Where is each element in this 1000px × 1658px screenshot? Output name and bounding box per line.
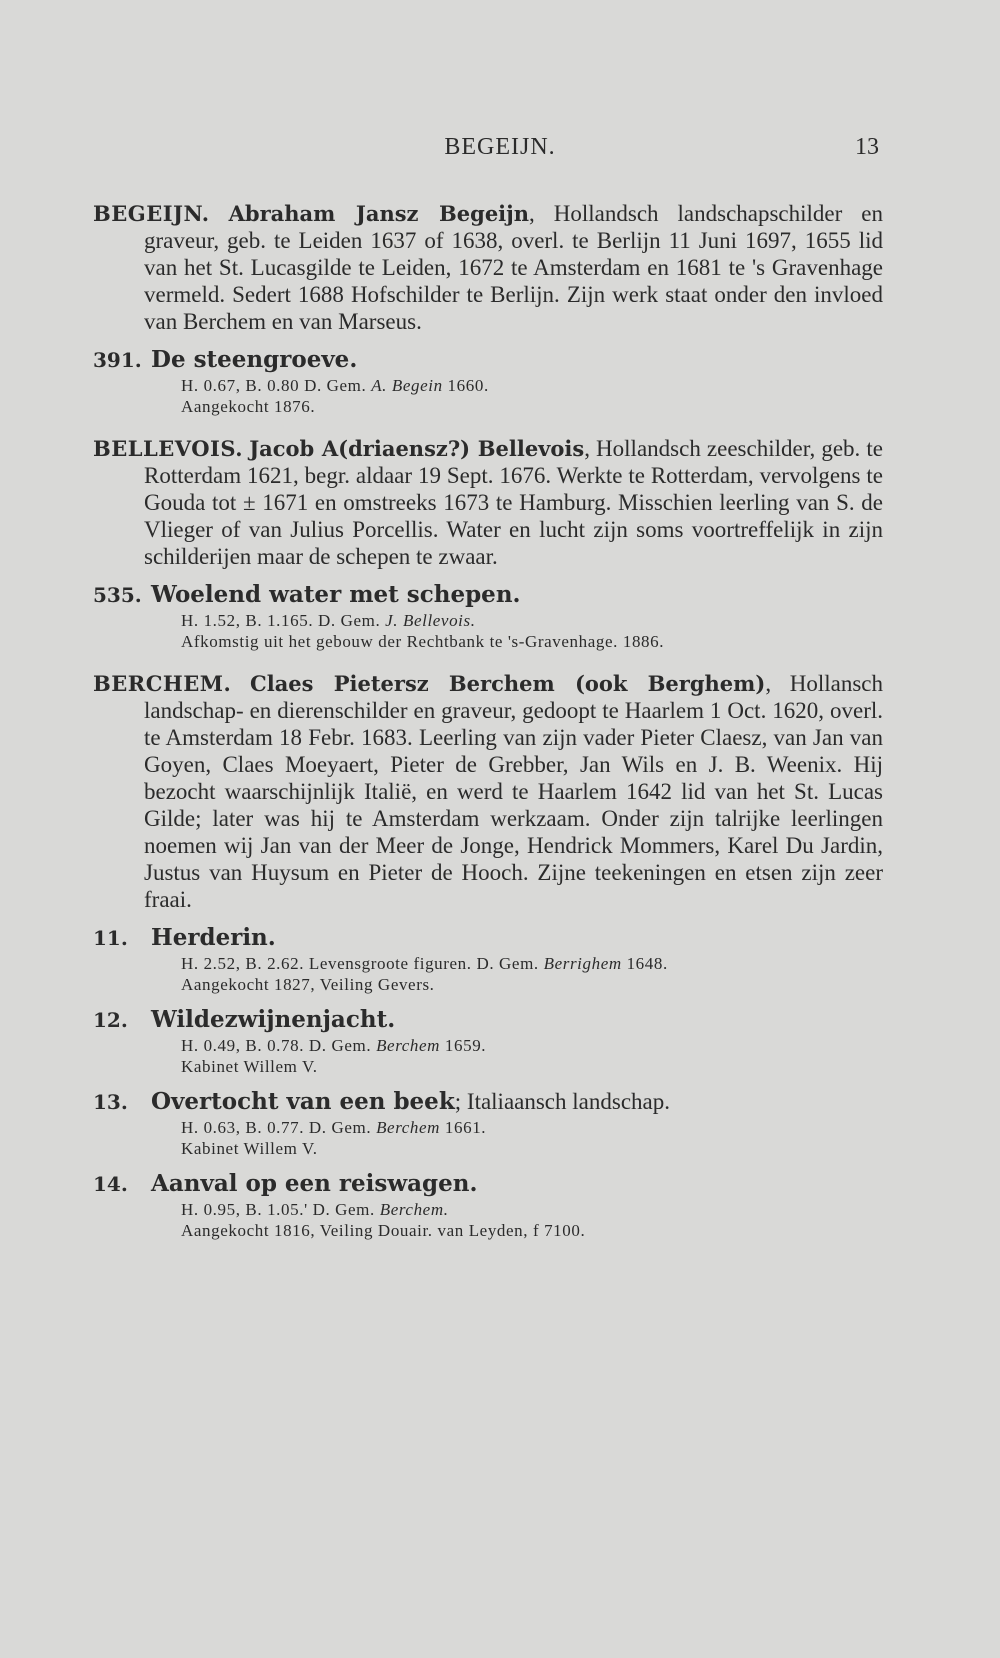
signature-year: 1660. bbox=[447, 376, 489, 395]
signature: Berchem. bbox=[379, 1200, 449, 1219]
work-number: 535. bbox=[93, 583, 142, 607]
artist-entry bbox=[93, 200, 883, 417]
work-number: 12. bbox=[93, 1008, 128, 1032]
work-provenance: Aangekocht 1827, Veiling Gevers. bbox=[181, 975, 435, 994]
artist-bio bbox=[93, 670, 883, 913]
work-item bbox=[93, 1005, 883, 1077]
dimensions-text: H. 0.49, B. 0.78. D. Gem. bbox=[181, 1036, 372, 1055]
signature: Berchem bbox=[376, 1118, 441, 1137]
bio-text: , Hollandsch zeeschilder, geb. te Rotterdam 1621, begr. aldaar 19 Sept. 1676. Werkte te Rotterdam, vervolgens te Gouda tot ± 1671 en omstreeks 1673 te Hamburg. Misschien leerling van S. de Vlieger of van Julius Porcellis. Water en lucht zijn soms voortreffelijk in zijn schilderijen maar de schepen te zwaar. bbox=[144, 436, 883, 569]
work-number: 11. bbox=[93, 926, 128, 950]
work-dimensions bbox=[93, 610, 883, 631]
work-title: Aanval op een reiswagen. bbox=[151, 1170, 478, 1197]
artist-entry bbox=[93, 670, 883, 1241]
work-provenance: Kabinet Willem V. bbox=[181, 1139, 318, 1158]
work-item bbox=[93, 345, 883, 417]
dimensions-text: H. 1.52, B. 1.165. D. Gem. bbox=[181, 611, 381, 630]
artist-full-name: Claes Pietersz Berchem (ook Berghem) bbox=[250, 671, 766, 696]
signature-year: 1659. bbox=[444, 1036, 487, 1055]
artist-name: BERCHEM. bbox=[93, 671, 232, 696]
signature-year: 1661. bbox=[444, 1118, 487, 1137]
work-number: 13. bbox=[93, 1090, 128, 1114]
artist-name: BELLEVOIS. bbox=[93, 436, 244, 461]
work-number: 391. bbox=[93, 348, 142, 372]
work-item bbox=[93, 923, 883, 995]
work-dimensions bbox=[93, 953, 883, 974]
signature: J. Bellevois. bbox=[385, 611, 476, 630]
signature: Berrighem bbox=[543, 954, 622, 973]
work-item bbox=[93, 580, 883, 652]
signature: Berchem bbox=[376, 1036, 441, 1055]
work-title: Woelend water met schepen. bbox=[151, 581, 521, 608]
work-title: Wildezwijnenjacht. bbox=[151, 1006, 396, 1033]
dimensions-text: H. 0.95, B. 1.05.' D. Gem. bbox=[181, 1200, 375, 1219]
artist-bio bbox=[93, 435, 883, 570]
bio-text: , Hollansch landschap- en dierenschilder en graveur, gedoopt te Haarlem 1 Oct. 1620, overl. te Amsterdam 18 Febr. 1683. Leerling van zijn vader Pieter Claesz, van Jan van Goyen, Claes Moeyaert, Pieter de Grebber, Jan Wils en J. B. Weenix. Hij bezocht waarschijnlijk Italië, en werd te Haarlem 1642 lid van het St. Lucas Gilde; later was hij te Amsterdam werkzaam. Onder zijn talrijke leerlingen noemen wij Jan van der Meer de Jonge, Hendrick Mommers, Karel Du Jardin, Justus van Huysum en Pieter de Hooch. Zijne teekeningen en etsen zijn zeer fraai. bbox=[144, 671, 883, 912]
catalogue-text bbox=[93, 200, 883, 1259]
artist-bio bbox=[93, 200, 883, 335]
work-dimensions bbox=[93, 1035, 883, 1056]
dimensions-text: H. 2.52, B. 2.62. Levensgroote figuren. D. Gem. bbox=[181, 954, 539, 973]
work-number: 14. bbox=[93, 1172, 128, 1196]
work-provenance: Afkomstig uit het gebouw der Rechtbank te 's-Gravenhage. 1886. bbox=[181, 632, 665, 651]
work-provenance: Aangekocht 1876. bbox=[181, 397, 316, 416]
artist-full-name: Jacob A(driaensz?) Bellevois bbox=[249, 436, 585, 461]
running-title: BEGEIJN. bbox=[444, 134, 556, 160]
dimensions-text: H. 0.63, B. 0.77. D. Gem. bbox=[181, 1118, 372, 1137]
bio-text: , Hollandsch landschapschilder en graveur, geb. te Leiden 1637 of 1638, overl. te Berlijn 11 Juni 1697, 1655 lid van het St. Lucasgilde te Leiden, 1672 te Amsterdam en 1681 te 's Gravenhage vermeld. Sedert 1688 Hofschilder te Berlijn. Zijn werk staat onder den invloed van Berchem en van Marseus. bbox=[144, 201, 883, 334]
artist-full-name: Abraham Jansz Begeijn bbox=[228, 201, 530, 226]
work-provenance: Aangekocht 1816, Veiling Douair. van Leyden, f 7100. bbox=[181, 1221, 586, 1240]
work-dimensions bbox=[93, 375, 883, 396]
work-item bbox=[93, 1169, 883, 1241]
page-number: 13 bbox=[855, 134, 879, 160]
work-title: Herderin. bbox=[151, 924, 276, 951]
work-title: De steengroeve. bbox=[151, 346, 358, 373]
artist-name: BEGEIJN. bbox=[93, 201, 210, 226]
dimensions-text: H. 0.67, B. 0.80 D. Gem. bbox=[181, 376, 367, 395]
work-item bbox=[93, 1087, 883, 1159]
work-dimensions bbox=[93, 1117, 883, 1138]
signature-year: 1648. bbox=[626, 954, 668, 973]
work-dimensions bbox=[93, 1199, 883, 1220]
work-subtitle: ; Italiaansch landschap. bbox=[454, 1089, 670, 1114]
signature: A. Begein bbox=[371, 376, 443, 395]
work-title: Overtocht van een beek bbox=[151, 1088, 455, 1115]
running-head bbox=[0, 134, 1000, 174]
work-provenance: Kabinet Willem V. bbox=[181, 1057, 318, 1076]
artist-entry bbox=[93, 435, 883, 652]
